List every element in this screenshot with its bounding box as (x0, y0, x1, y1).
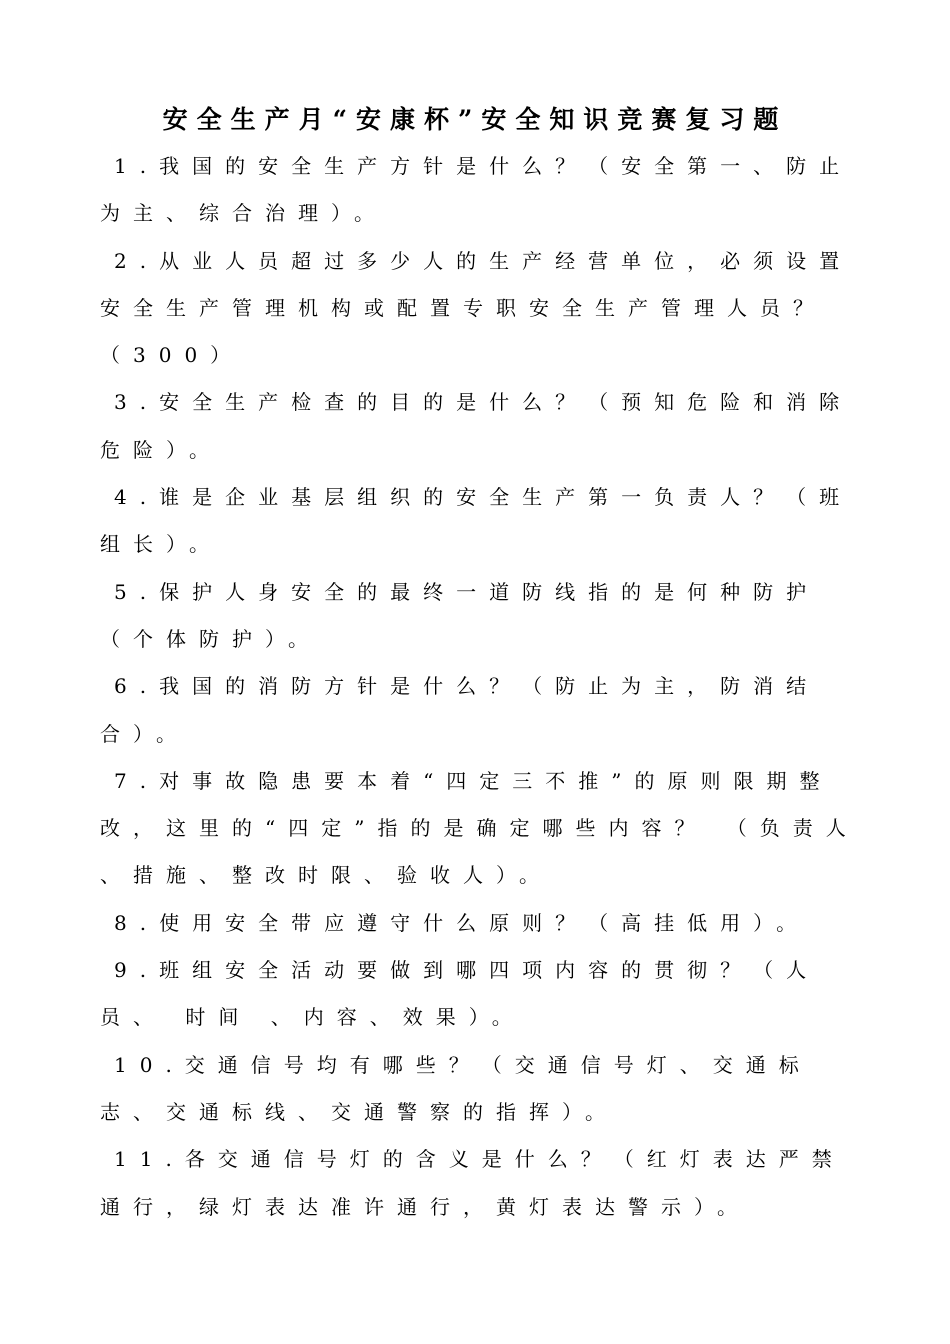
question-8: 8.使用安全带应遵守什么原则？（高挂低用）。 (114, 910, 810, 935)
question-list (100, 143, 870, 1231)
question-3: 3.安全生产检查的目的是什么？（预知危险和消除危险）。 (100, 390, 853, 462)
question-5: 5.保护人身安全的最终一道防线指的是何种防护（个体防护）。 (100, 579, 820, 651)
question-7: 7.对事故隐患要本着“四定三不推”的原则限期整改，这里的“四定”指的是确定哪些内容？ （负责人 、措施、整改时限、验收人）。 (100, 768, 859, 888)
question-9: 9.班组安全活动要做到哪四项内容的贯彻？（人员、 时间 、内容、效果）。 (100, 958, 820, 1030)
question-2: 2.从业人员超过多少人的生产经营单位，必须设置安全生产管理机构或配置专职安全生产管理人员？（300） (100, 248, 853, 368)
question-6: 6.我国的消防方针是什么？（防止为主，防消结合）。 (100, 674, 820, 746)
document-title: 安全生产月“安康杯”安全知识竞赛复习题 (162, 105, 788, 134)
question-10: 10.交通信号均有哪些？（交通信号灯、交通标志、交通标线、交通警察的指挥）。 (100, 1052, 812, 1124)
question-11: 11.各交通信号灯的含义是什么？（红灯表达严禁通行，绿灯表达准许通行，黄灯表达警示）。 (100, 1147, 845, 1219)
question-4: 4.谁是企业基层组织的安全生产第一负责人？（班组长）。 (100, 485, 853, 557)
question-1: 1.我国的安全生产方针是什么？（安全第一、防止为主、综合治理）。 (100, 154, 853, 226)
